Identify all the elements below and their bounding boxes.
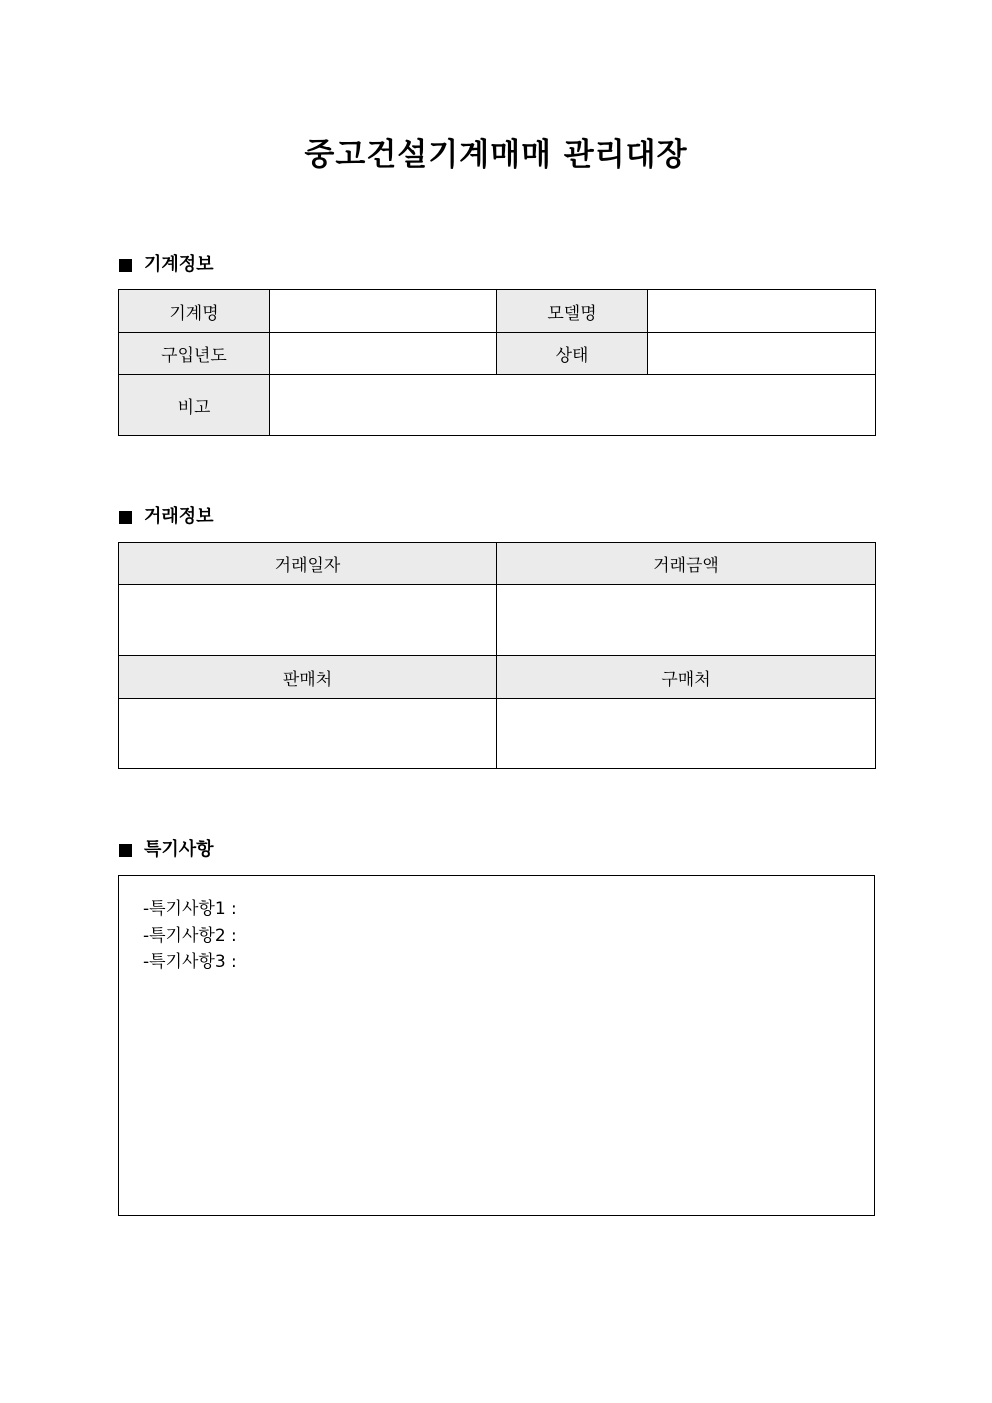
list-item: -특기사항3 :: [143, 952, 237, 972]
special-notes-box[interactable]: [118, 875, 875, 1216]
remarks-field[interactable]: [270, 375, 876, 436]
purchase-year-field[interactable]: [270, 333, 497, 375]
section-heading-label: 기계정보: [144, 254, 214, 275]
seller-label: 판매처: [119, 656, 497, 699]
trade-date-label: 거래일자: [119, 543, 497, 585]
table-row: [119, 543, 876, 585]
trade-amount-field[interactable]: [497, 585, 876, 656]
section-heading-trade-info: [119, 505, 214, 529]
machine-name-field[interactable]: [270, 290, 497, 333]
square-bullet-icon: [119, 844, 132, 857]
section-heading-machine-info: [119, 253, 214, 277]
section-heading-special-notes: [119, 838, 214, 862]
model-name-label: 모델명: [497, 290, 648, 333]
square-bullet-icon: [119, 511, 132, 524]
seller-field[interactable]: [119, 699, 497, 769]
model-name-field[interactable]: [648, 290, 876, 333]
machine-info-table: [118, 289, 876, 436]
list-item: -특기사항2 :: [143, 925, 237, 946]
table-row: [119, 585, 876, 656]
table-row: [119, 333, 876, 375]
trade-amount-label: 거래금액: [497, 543, 876, 585]
remarks-label: 비고: [119, 375, 270, 436]
section-heading-label: 거래정보: [144, 506, 214, 527]
table-row: [119, 656, 876, 699]
section-heading-label: 특기사항: [144, 839, 214, 860]
list-item: -특기사항1 :: [143, 899, 237, 919]
table-row: [119, 375, 876, 436]
trade-info-table: [118, 542, 876, 769]
special-notes-list: [143, 896, 237, 976]
machine-name-label: 기계명: [119, 290, 270, 333]
table-row: [119, 290, 876, 333]
purchase-year-label: 구입년도: [119, 333, 270, 375]
buyer-field[interactable]: [497, 699, 876, 769]
trade-date-field[interactable]: [119, 585, 497, 656]
condition-field[interactable]: [648, 333, 876, 375]
page-title: 중고건설기계매매 관리대장: [304, 137, 688, 173]
square-bullet-icon: [119, 259, 132, 272]
condition-label: 상태: [497, 333, 648, 375]
buyer-label: 구매처: [497, 656, 876, 699]
table-row: [119, 699, 876, 769]
